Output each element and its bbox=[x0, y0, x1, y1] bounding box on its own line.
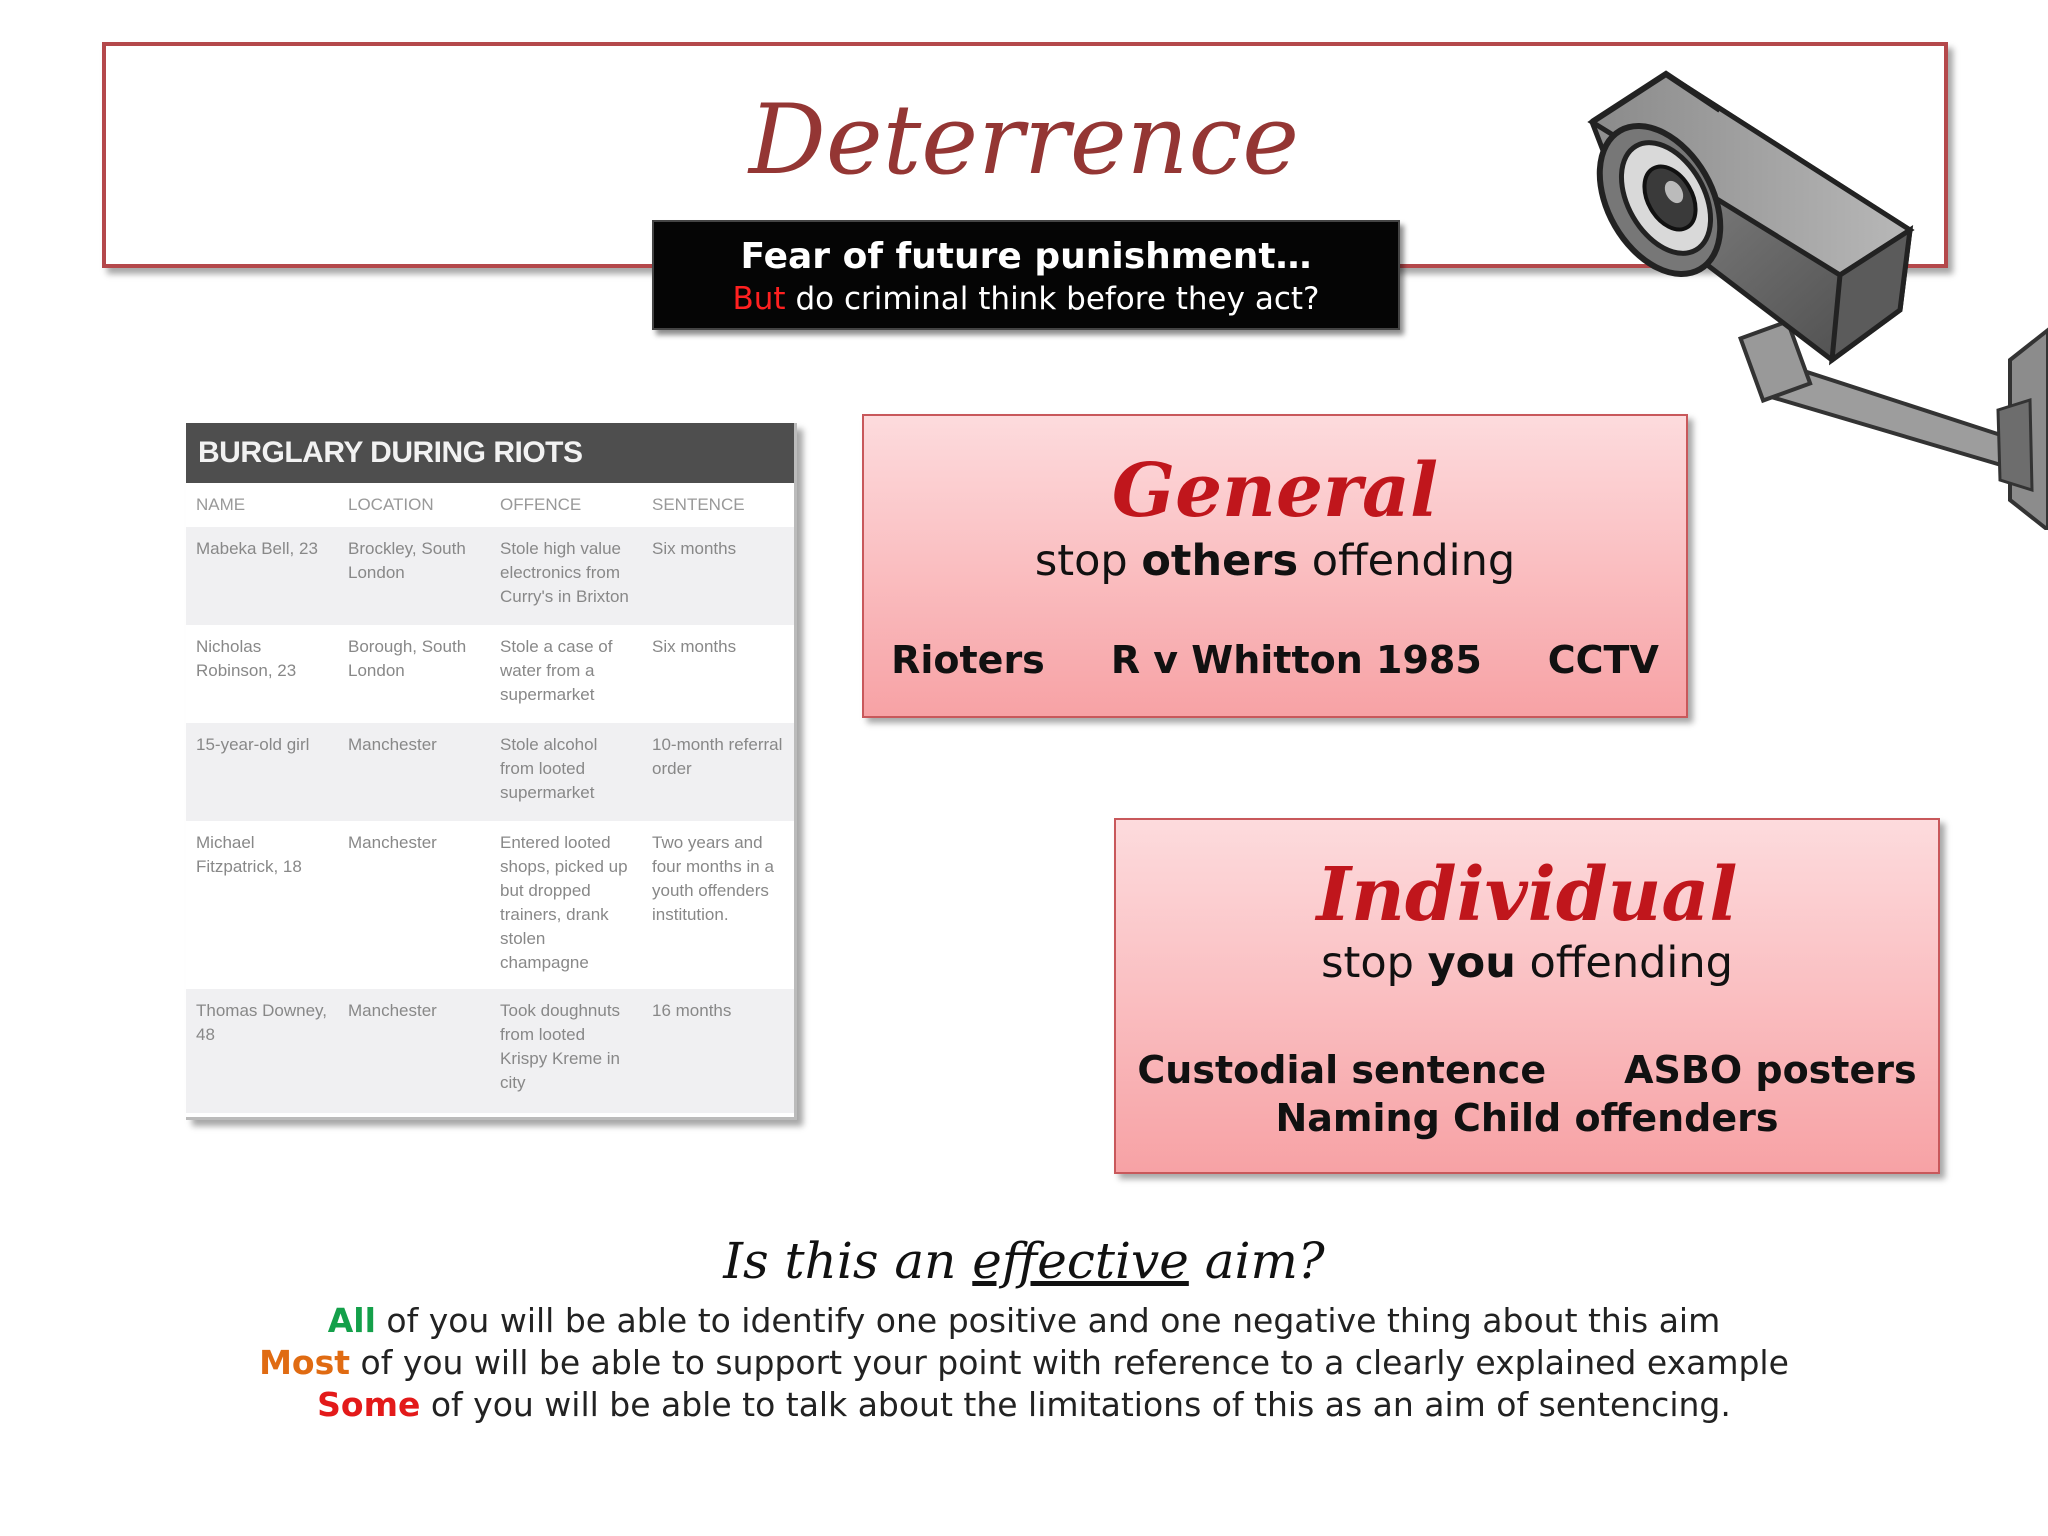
general-sub-bold: others bbox=[1141, 536, 1299, 586]
table-row bbox=[186, 989, 794, 1113]
cell-sentence: 16 months bbox=[642, 989, 794, 1113]
individual-examples-row1 bbox=[1116, 1048, 1938, 1092]
cell-name: Mabeka Bell, 23 bbox=[186, 527, 338, 625]
cell-name: Thomas Downey, 48 bbox=[186, 989, 338, 1113]
subtitle-rest: do criminal think before they act? bbox=[785, 281, 1320, 317]
general-examples bbox=[864, 638, 1686, 682]
table-row bbox=[186, 723, 794, 821]
objective-line bbox=[0, 1384, 2048, 1426]
objective-line bbox=[0, 1300, 2048, 1342]
column-header-name: NAME bbox=[196, 495, 246, 514]
general-deterrence-box bbox=[862, 414, 1688, 718]
cell-location: Manchester bbox=[348, 833, 437, 852]
subtitle-line1: Fear of future punishment… bbox=[740, 236, 1312, 277]
general-example: CCTV bbox=[1547, 638, 1659, 682]
individual-subtitle bbox=[1116, 938, 1938, 988]
cell-location: Manchester bbox=[338, 989, 490, 1113]
cell-name: 15-year-old girl bbox=[186, 723, 338, 821]
objective-text: of you will be able to support your point with reference to a clearly explained example bbox=[350, 1343, 1789, 1382]
cell-offence: Stole high value electronics from Curry's in Brixton bbox=[490, 527, 642, 625]
cell-name: Michael Fitzpatrick, 18 bbox=[196, 833, 302, 876]
individual-example-row2: Naming Child offenders bbox=[1275, 1096, 1779, 1140]
objective-text: of you will be able to talk about the limitations of this as an aim of sentencing. bbox=[420, 1385, 1731, 1424]
burglary-table bbox=[186, 423, 797, 1120]
general-example: Rioters bbox=[891, 638, 1045, 682]
general-subtitle bbox=[864, 536, 1686, 586]
question-post: aim? bbox=[1188, 1232, 1325, 1290]
subtitle-box bbox=[652, 220, 1400, 330]
cell-offence: Entered looted shops, picked up but dropped trainers, drank stolen champagne bbox=[500, 833, 628, 972]
individual-heading: Individual bbox=[1316, 852, 1738, 938]
objective-keyword-all: All bbox=[327, 1301, 376, 1340]
objective-line bbox=[0, 1342, 2048, 1384]
cell-sentence: 10-month referral order bbox=[642, 723, 794, 821]
individual-sub-pre: stop bbox=[1321, 938, 1428, 988]
general-example: R v Whitton 1985 bbox=[1110, 638, 1482, 682]
cell-sentence: Two years and four months in a youth offenders institution. bbox=[652, 833, 774, 924]
column-header-sentence: SENTENCE bbox=[652, 495, 745, 514]
table-row bbox=[186, 821, 794, 989]
learning-objectives bbox=[0, 1300, 2048, 1426]
subtitle-line2 bbox=[654, 281, 1398, 317]
individual-example: Custodial sentence bbox=[1137, 1048, 1547, 1092]
table-row bbox=[186, 625, 794, 723]
cell-location: Manchester bbox=[338, 723, 490, 821]
cell-sentence: Six months bbox=[652, 637, 737, 656]
question-underlined: effective bbox=[972, 1232, 1189, 1290]
page-title: Deterrence bbox=[748, 84, 1300, 196]
individual-example: ASBO posters bbox=[1624, 1048, 1917, 1092]
question-heading bbox=[0, 1232, 2048, 1290]
general-heading: General bbox=[1111, 448, 1439, 534]
cell-offence: Stole a case of water from a supermarket bbox=[500, 637, 613, 704]
burglary-data-table bbox=[186, 483, 794, 1113]
objective-text: of you will be able to identify one positive and one negative thing about this aim bbox=[375, 1301, 1721, 1340]
table-heading: BURGLARY DURING RIOTS bbox=[186, 423, 794, 483]
question-pre: Is this an bbox=[723, 1232, 973, 1290]
column-header-offence: OFFENCE bbox=[500, 495, 582, 514]
table-header-row bbox=[186, 483, 794, 527]
subtitle-highlight: But bbox=[732, 281, 786, 317]
individual-sub-bold: you bbox=[1427, 938, 1516, 988]
objective-keyword-most: Most bbox=[259, 1343, 351, 1382]
column-header-location: LOCATION bbox=[348, 495, 434, 514]
individual-sub-post: offending bbox=[1515, 938, 1733, 988]
cell-location: Borough, South London bbox=[348, 637, 467, 680]
table-row bbox=[186, 527, 794, 625]
cell-location: Brockley, South London bbox=[338, 527, 490, 625]
cell-offence: Took doughnuts from looted Krispy Kreme in city bbox=[490, 989, 642, 1113]
individual-deterrence-box bbox=[1114, 818, 1940, 1174]
general-sub-pre: stop bbox=[1034, 536, 1142, 586]
cell-name: Nicholas Robinson, 23 bbox=[196, 637, 297, 680]
cell-sentence: Six months bbox=[642, 527, 794, 625]
objective-keyword-some: Some bbox=[317, 1385, 421, 1424]
general-sub-post: offending bbox=[1298, 536, 1516, 586]
cell-offence: Stole alcohol from looted supermarket bbox=[490, 723, 642, 821]
